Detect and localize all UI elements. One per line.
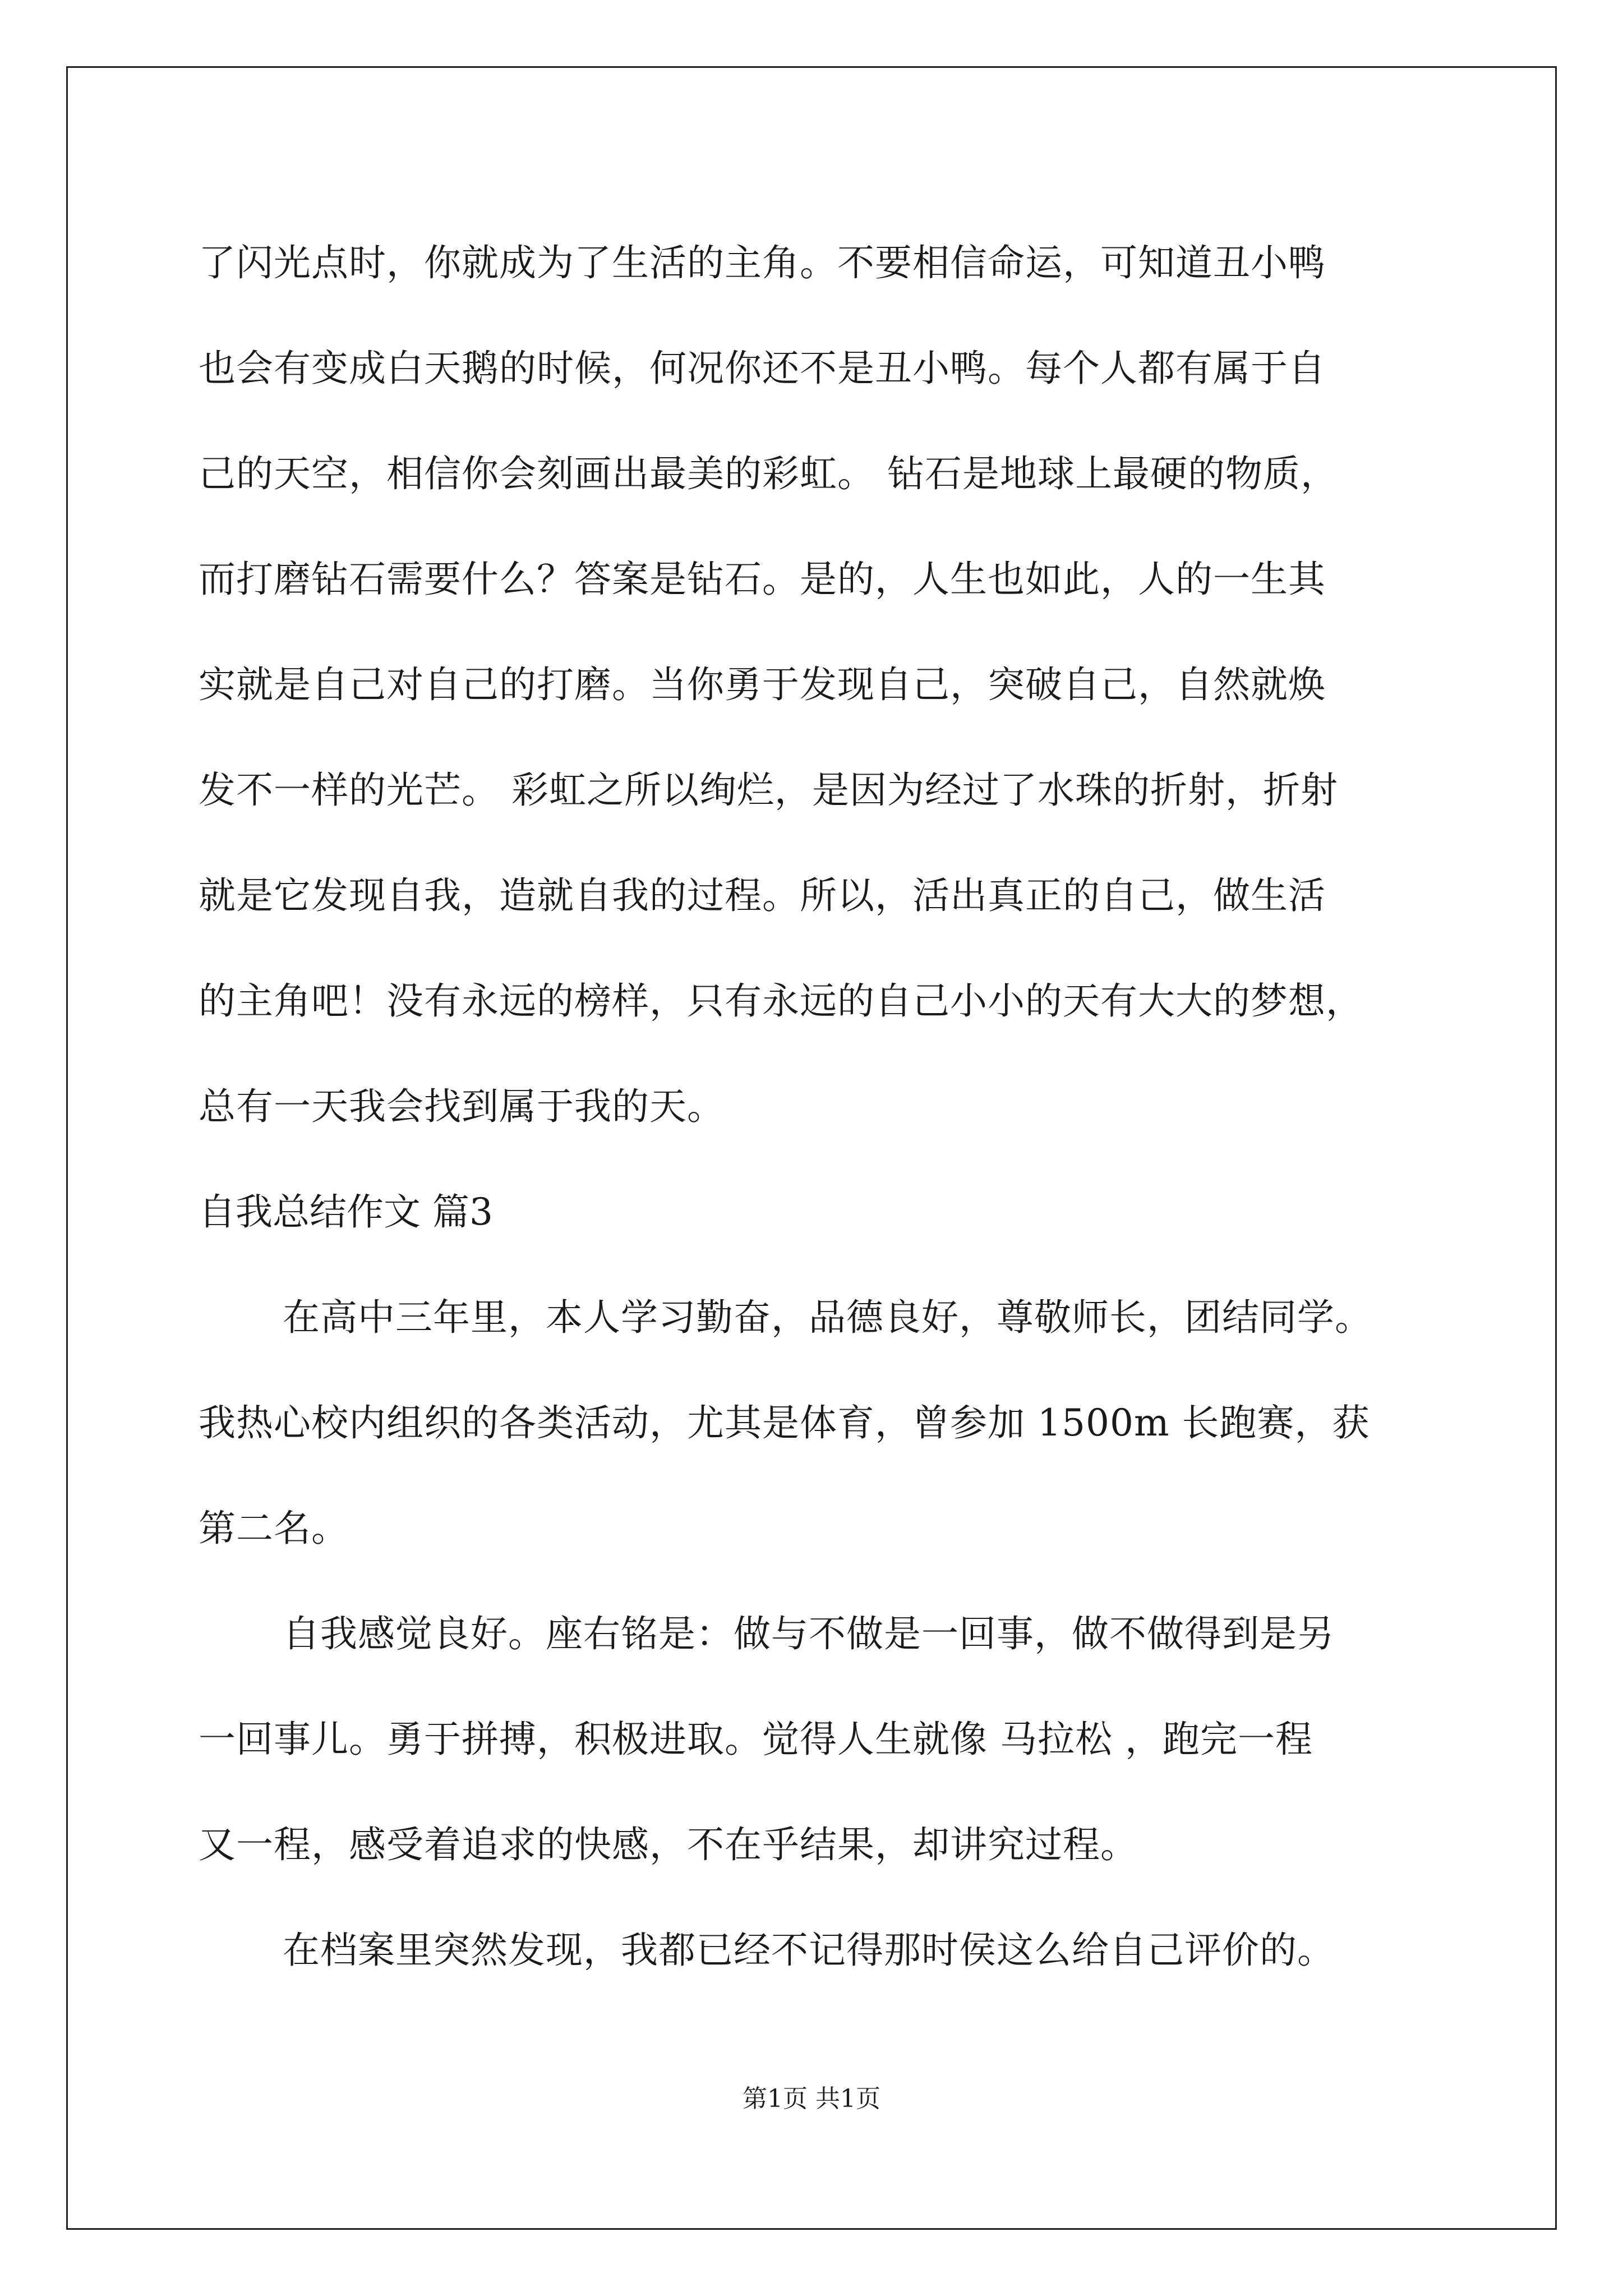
document-body	[199, 210, 1455, 2003]
text-line: 而打磨钻石需要什么？答案是钻石。是的，人生也如此，人的一生其	[199, 558, 1326, 601]
text-line: 又一程，感受着追求的快感，不在乎结果，却讲究过程。	[199, 1823, 1138, 1866]
page-footer: 第1页 共1页	[743, 2085, 880, 2113]
text-line: 总有一天我会找到属于我的天。	[199, 1085, 725, 1128]
text-line: 第二名。	[199, 1507, 349, 1550]
text-line: 一回事儿。勇于拼搏，积极进取。觉得人生就像 马拉松 ，跑完一程	[199, 1718, 1313, 1761]
text-line: 己的天空，相信你会刻画出最美的彩虹。 钻石是地球上最硬的物质，	[199, 452, 1338, 495]
paragraph-1	[199, 1265, 1455, 1581]
paragraph-2	[199, 1581, 1455, 1898]
paragraph-3	[199, 1898, 1455, 2003]
text-line: 我热心校内组织的各类活动，尤其是体育，曾参加 1500m 长跑赛，获	[199, 1401, 1370, 1444]
text-line: 就是它发现自我，造就自我的过程。所以，活出真正的自己，做生活	[199, 874, 1326, 917]
continued-paragraph	[199, 210, 1455, 1159]
text-line: 在档案里突然发现，我都已经不记得那时侯这么给自己评价的。	[283, 1929, 1335, 1972]
text-line: 的主角吧！没有永远的榜样，只有永远的自己小小的天有大大的梦想，	[199, 979, 1363, 1023]
text-line: 实就是自己对自己的打磨。当你勇于发现自己，突破自己，自然就焕	[199, 663, 1326, 706]
text-line: 自我感觉良好。座右铭是：做与不做是一回事，做不做得到是另	[283, 1612, 1335, 1655]
text-line: 了闪光点时，你就成为了生活的主角。不要相信命运，可知道丑小鸭	[199, 241, 1326, 284]
text-line: 在高中三年里，本人学习勤奋，品德良好，尊敬师长，团结同学。	[283, 1296, 1372, 1339]
section-heading: 自我总结作文 篇3	[199, 1190, 493, 1234]
text-line: 也会有变成白天鹅的时候，何况你还不是丑小鸭。每个人都有属于自	[199, 347, 1326, 390]
text-line: 发不一样的光芒。 彩虹之所以绚烂，是因为经过了水珠的折射，折射	[199, 769, 1338, 812]
